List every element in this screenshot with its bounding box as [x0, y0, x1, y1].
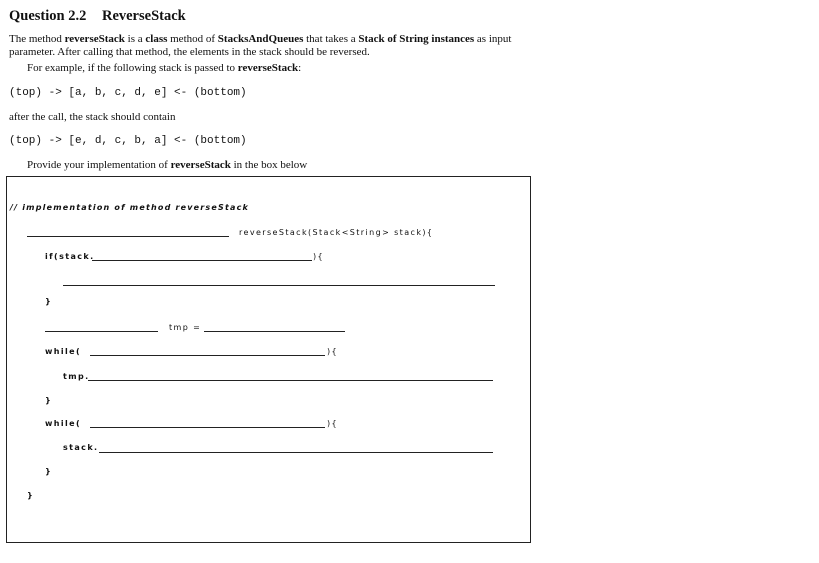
intro-bold-method: reverseStack — [64, 33, 125, 45]
example-intro — [27, 62, 301, 74]
intro-text: The method — [9, 33, 65, 45]
provide-text: Provide your implementation of — [27, 159, 171, 171]
while-keyword-2: while( — [45, 419, 82, 428]
while-close-1: ){ — [327, 347, 339, 356]
if-keyword: if(stack. — [45, 252, 95, 261]
method-close-brace: } — [27, 491, 35, 500]
intro-bold-classname: StacksAndQueues — [217, 33, 304, 45]
if-close: ){ — [313, 252, 325, 261]
while-condition-blank-1[interactable] — [90, 355, 325, 356]
after-call-text: after the call, the stack should contain — [9, 111, 176, 123]
while-keyword-1: while( — [45, 347, 82, 356]
provide-bold: reverseStack — [170, 159, 231, 171]
example-intro-bold: reverseStack — [237, 62, 299, 74]
stack-call-blank[interactable] — [99, 452, 493, 453]
while-close-brace-2: } — [45, 467, 53, 476]
code-comment: // implementation of method reverseStack — [10, 203, 250, 212]
while-close-brace-1: } — [45, 396, 53, 405]
if-body-blank[interactable] — [63, 285, 495, 286]
stack-after: (top) -> [e, d, c, b, a] <- (bottom) — [9, 135, 247, 147]
example-intro-text: For example, if the following stack is passed to — [27, 62, 238, 74]
stack-call: stack. — [63, 443, 99, 452]
intro-text: method of — [167, 33, 218, 45]
intro-bold-class: class — [145, 33, 168, 45]
method-signature: reverseStack(Stack<String> stack){ — [239, 228, 434, 237]
tmp-call-blank[interactable] — [88, 380, 493, 381]
intro-bold-param: Stack of String instances — [358, 33, 475, 45]
intro-text: is a — [124, 33, 146, 45]
question-title: ReverseStack — [101, 8, 186, 24]
if-close-brace: } — [45, 297, 53, 306]
provide-end: in the box below — [230, 159, 308, 171]
question-heading — [9, 8, 186, 25]
example-intro-end: : — [298, 62, 302, 74]
tmp-type-blank[interactable] — [45, 331, 158, 332]
intro-text: that takes a — [303, 33, 359, 45]
intro-text: as input parameter. After calling that method, the elements in the stack should be reversed. — [9, 33, 512, 58]
if-condition-blank[interactable] — [92, 260, 312, 261]
tmp-assign: tmp = — [169, 323, 202, 332]
while-condition-blank-2[interactable] — [90, 427, 325, 428]
return-type-blank[interactable] — [27, 236, 229, 237]
question-number: Question 2.2 — [9, 8, 87, 24]
stack-before: (top) -> [a, b, c, d, e] <- (bottom) — [9, 87, 247, 99]
provide-instruction — [27, 159, 307, 171]
intro-paragraph — [9, 33, 549, 59]
tmp-value-blank[interactable] — [204, 331, 345, 332]
tmp-call: tmp. — [63, 372, 90, 381]
while-close-2: ){ — [327, 419, 339, 428]
